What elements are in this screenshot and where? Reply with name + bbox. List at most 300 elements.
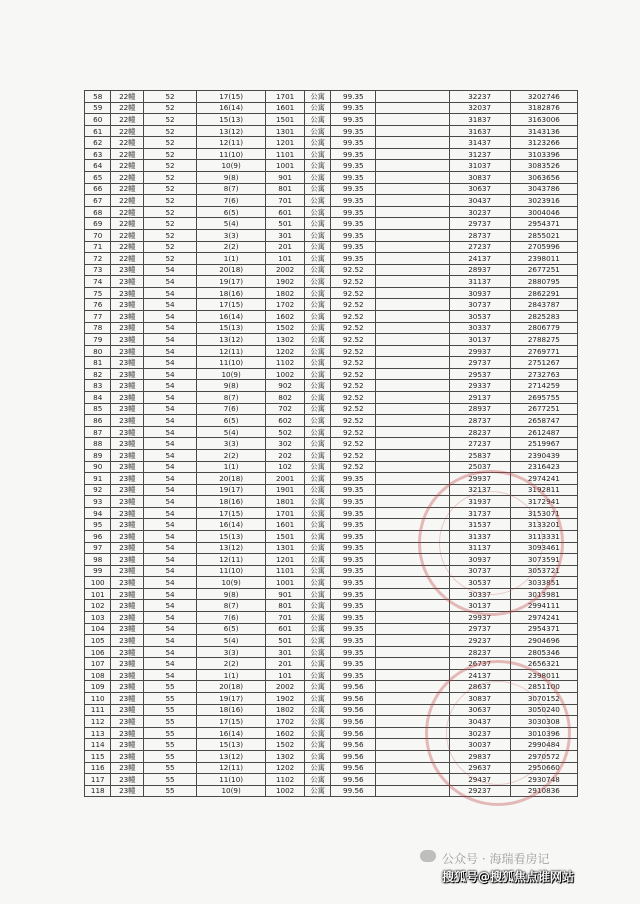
building-cell: 23幢 <box>111 646 144 658</box>
row-number-cell: 83 <box>85 380 111 392</box>
area-cell: 92.52 <box>331 264 376 276</box>
table-row <box>85 114 578 126</box>
usage-cell: 公寓 <box>304 739 330 751</box>
usage-cell: 公寓 <box>304 114 330 126</box>
room-number-cell: 1002 <box>266 368 305 380</box>
building-cell: 22幢 <box>111 229 144 241</box>
table-row <box>85 137 578 149</box>
total-price-cell: 3153071 <box>510 507 577 519</box>
row-number-cell: 99 <box>85 565 111 577</box>
unit-price-cell: 32137 <box>449 484 510 496</box>
floor-cell: 16(14) <box>197 102 266 114</box>
blank-cell <box>376 276 449 288</box>
row-number-cell: 102 <box>85 600 111 612</box>
floor-cell: 1(1) <box>197 461 266 473</box>
floor-cell: 6(5) <box>197 623 266 635</box>
floor-code-cell: 54 <box>144 658 197 670</box>
usage-cell: 公寓 <box>304 125 330 137</box>
floor-cell: 12(11) <box>197 554 266 566</box>
blank-cell <box>376 218 449 230</box>
room-number-cell: 501 <box>266 635 305 647</box>
area-cell: 92.52 <box>331 438 376 450</box>
floor-cell: 7(6) <box>197 403 266 415</box>
total-price-cell: 3143136 <box>510 125 577 137</box>
floor-code-cell: 52 <box>144 148 197 160</box>
floor-cell: 19(17) <box>197 693 266 705</box>
floor-cell: 15(13) <box>197 739 266 751</box>
area-cell: 92.52 <box>331 310 376 322</box>
floor-cell: 12(11) <box>197 345 266 357</box>
usage-cell: 公寓 <box>304 646 330 658</box>
unit-price-cell: 30737 <box>449 565 510 577</box>
usage-cell: 公寓 <box>304 600 330 612</box>
room-number-cell: 1102 <box>266 357 305 369</box>
total-price-cell: 3030308 <box>510 716 577 728</box>
row-number-cell: 110 <box>85 693 111 705</box>
room-number-cell: 1302 <box>266 750 305 762</box>
floor-cell: 7(6) <box>197 195 266 207</box>
blank-cell <box>376 241 449 253</box>
unit-price-cell: 28937 <box>449 403 510 415</box>
row-number-cell: 79 <box>85 334 111 346</box>
floor-code-cell: 52 <box>144 91 197 103</box>
row-number-cell: 90 <box>85 461 111 473</box>
unit-price-cell: 25037 <box>449 461 510 473</box>
usage-cell: 公寓 <box>304 762 330 774</box>
floor-code-cell: 54 <box>144 461 197 473</box>
area-cell: 99.35 <box>331 148 376 160</box>
area-cell: 99.56 <box>331 681 376 693</box>
total-price-cell: 3163006 <box>510 114 577 126</box>
unit-price-cell: 30337 <box>449 588 510 600</box>
floor-cell: 20(18) <box>197 473 266 485</box>
floor-cell: 6(5) <box>197 206 266 218</box>
building-cell: 23幢 <box>111 392 144 404</box>
blank-cell <box>376 345 449 357</box>
floor-cell: 17(15) <box>197 716 266 728</box>
table-row <box>85 299 578 311</box>
usage-cell: 公寓 <box>304 577 330 589</box>
row-number-cell: 113 <box>85 727 111 739</box>
room-number-cell: 702 <box>266 403 305 415</box>
row-number-cell: 86 <box>85 415 111 427</box>
unit-price-cell: 31637 <box>449 125 510 137</box>
floor-code-cell: 54 <box>144 357 197 369</box>
area-cell: 99.35 <box>331 669 376 681</box>
floor-code-cell: 54 <box>144 380 197 392</box>
usage-cell: 公寓 <box>304 253 330 265</box>
floor-code-cell: 54 <box>144 426 197 438</box>
room-number-cell: 1202 <box>266 345 305 357</box>
floor-cell: 3(3) <box>197 646 266 658</box>
floor-cell: 20(18) <box>197 264 266 276</box>
blank-cell <box>376 172 449 184</box>
building-cell: 23幢 <box>111 357 144 369</box>
floor-code-cell: 54 <box>144 600 197 612</box>
floor-code-cell: 52 <box>144 195 197 207</box>
usage-cell: 公寓 <box>304 623 330 635</box>
unit-price-cell: 27237 <box>449 241 510 253</box>
floor-code-cell: 54 <box>144 519 197 531</box>
total-price-cell: 3182876 <box>510 102 577 114</box>
unit-price-cell: 28637 <box>449 681 510 693</box>
total-price-cell: 3093461 <box>510 542 577 554</box>
floor-code-cell: 52 <box>144 114 197 126</box>
area-cell: 99.35 <box>331 530 376 542</box>
unit-price-cell: 27237 <box>449 438 510 450</box>
row-number-cell: 59 <box>85 102 111 114</box>
room-number-cell: 102 <box>266 461 305 473</box>
building-cell: 23幢 <box>111 774 144 786</box>
usage-cell: 公寓 <box>304 322 330 334</box>
area-cell: 92.52 <box>331 426 376 438</box>
floor-code-cell: 54 <box>144 299 197 311</box>
room-number-cell: 202 <box>266 449 305 461</box>
row-number-cell: 94 <box>85 507 111 519</box>
floor-code-cell: 52 <box>144 229 197 241</box>
total-price-cell: 2519967 <box>510 438 577 450</box>
usage-cell: 公寓 <box>304 426 330 438</box>
usage-cell: 公寓 <box>304 91 330 103</box>
table-row <box>85 253 578 265</box>
area-cell: 99.35 <box>331 658 376 670</box>
area-cell: 99.56 <box>331 774 376 786</box>
unit-price-cell: 30037 <box>449 739 510 751</box>
building-cell: 23幢 <box>111 716 144 728</box>
total-price-cell: 3202746 <box>510 91 577 103</box>
blank-cell <box>376 473 449 485</box>
blank-cell <box>376 392 449 404</box>
total-price-cell: 2974241 <box>510 612 577 624</box>
floor-code-cell: 52 <box>144 241 197 253</box>
total-price-cell: 3123266 <box>510 137 577 149</box>
total-price-cell: 2751267 <box>510 357 577 369</box>
usage-cell: 公寓 <box>304 172 330 184</box>
floor-code-cell: 54 <box>144 264 197 276</box>
row-number-cell: 65 <box>85 172 111 184</box>
usage-cell: 公寓 <box>304 693 330 705</box>
floor-code-cell: 54 <box>144 473 197 485</box>
room-number-cell: 1501 <box>266 114 305 126</box>
room-number-cell: 2002 <box>266 264 305 276</box>
table-row <box>85 102 578 114</box>
official-seal-stamp-2 <box>425 660 571 806</box>
table-row <box>85 403 578 415</box>
area-cell: 99.35 <box>331 125 376 137</box>
row-number-cell: 71 <box>85 241 111 253</box>
usage-cell: 公寓 <box>304 681 330 693</box>
row-number-cell: 73 <box>85 264 111 276</box>
usage-cell: 公寓 <box>304 750 330 762</box>
usage-cell: 公寓 <box>304 403 330 415</box>
floor-code-cell: 54 <box>144 669 197 681</box>
blank-cell <box>376 658 449 670</box>
unit-price-cell: 29237 <box>449 785 510 797</box>
floor-cell: 13(12) <box>197 750 266 762</box>
unit-price-cell: 29737 <box>449 218 510 230</box>
area-cell: 99.35 <box>331 229 376 241</box>
room-number-cell: 301 <box>266 646 305 658</box>
floor-cell: 12(11) <box>197 762 266 774</box>
unit-price-cell: 29337 <box>449 380 510 392</box>
room-number-cell: 901 <box>266 172 305 184</box>
room-number-cell: 1101 <box>266 565 305 577</box>
table-row <box>85 623 578 635</box>
usage-cell: 公寓 <box>304 669 330 681</box>
table-row <box>85 276 578 288</box>
blank-cell <box>376 137 449 149</box>
room-number-cell: 2001 <box>266 473 305 485</box>
total-price-cell: 2990484 <box>510 739 577 751</box>
area-cell: 99.35 <box>331 206 376 218</box>
total-price-cell: 2714259 <box>510 380 577 392</box>
floor-cell: 10(9) <box>197 577 266 589</box>
floor-cell: 18(16) <box>197 496 266 508</box>
unit-price-cell: 31237 <box>449 148 510 160</box>
row-number-cell: 74 <box>85 276 111 288</box>
blank-cell <box>376 114 449 126</box>
floor-code-cell: 55 <box>144 762 197 774</box>
usage-cell: 公寓 <box>304 588 330 600</box>
total-price-cell: 2954371 <box>510 218 577 230</box>
unit-price-cell: 30637 <box>449 704 510 716</box>
unit-price-cell: 29537 <box>449 368 510 380</box>
area-cell: 92.52 <box>331 449 376 461</box>
room-number-cell: 1301 <box>266 542 305 554</box>
row-number-cell: 117 <box>85 774 111 786</box>
area-cell: 92.52 <box>331 322 376 334</box>
building-cell: 23幢 <box>111 264 144 276</box>
building-cell: 23幢 <box>111 588 144 600</box>
usage-cell: 公寓 <box>304 635 330 647</box>
unit-price-cell: 30437 <box>449 716 510 728</box>
unit-price-cell: 30237 <box>449 727 510 739</box>
table-row <box>85 357 578 369</box>
floor-code-cell: 55 <box>144 727 197 739</box>
unit-price-cell: 30637 <box>449 183 510 195</box>
row-number-cell: 66 <box>85 183 111 195</box>
building-cell: 22幢 <box>111 137 144 149</box>
unit-price-cell: 30937 <box>449 287 510 299</box>
floor-code-cell: 52 <box>144 218 197 230</box>
table-row <box>85 368 578 380</box>
row-number-cell: 112 <box>85 716 111 728</box>
room-number-cell: 1201 <box>266 137 305 149</box>
room-number-cell: 1001 <box>266 160 305 172</box>
floor-cell: 17(15) <box>197 299 266 311</box>
floor-cell: 15(13) <box>197 530 266 542</box>
room-number-cell: 902 <box>266 380 305 392</box>
building-cell: 23幢 <box>111 519 144 531</box>
area-cell: 99.35 <box>331 91 376 103</box>
table-row <box>85 426 578 438</box>
building-cell: 23幢 <box>111 785 144 797</box>
blank-cell <box>376 334 449 346</box>
unit-price-cell: 28937 <box>449 264 510 276</box>
unit-price-cell: 31137 <box>449 276 510 288</box>
unit-price-cell: 30937 <box>449 554 510 566</box>
area-cell: 92.52 <box>331 368 376 380</box>
room-number-cell: 201 <box>266 658 305 670</box>
unit-price-cell: 28237 <box>449 646 510 658</box>
area-cell: 92.52 <box>331 380 376 392</box>
blank-cell <box>376 195 449 207</box>
area-cell: 99.35 <box>331 218 376 230</box>
room-number-cell: 601 <box>266 206 305 218</box>
usage-cell: 公寓 <box>304 727 330 739</box>
building-cell: 23幢 <box>111 322 144 334</box>
total-price-cell: 2910836 <box>510 785 577 797</box>
official-seal-stamp <box>418 470 564 616</box>
room-number-cell: 1002 <box>266 785 305 797</box>
usage-cell: 公寓 <box>304 357 330 369</box>
building-cell: 23幢 <box>111 496 144 508</box>
area-cell: 99.35 <box>331 646 376 658</box>
usage-cell: 公寓 <box>304 276 330 288</box>
total-price-cell: 3192811 <box>510 484 577 496</box>
usage-cell: 公寓 <box>304 484 330 496</box>
unit-price-cell: 30337 <box>449 322 510 334</box>
total-price-cell: 2677251 <box>510 264 577 276</box>
building-cell: 23幢 <box>111 276 144 288</box>
unit-price-cell: 31437 <box>449 137 510 149</box>
table-row <box>85 218 578 230</box>
area-cell: 99.56 <box>331 762 376 774</box>
building-cell: 22幢 <box>111 160 144 172</box>
floor-code-cell: 54 <box>144 392 197 404</box>
usage-cell: 公寓 <box>304 716 330 728</box>
usage-cell: 公寓 <box>304 310 330 322</box>
floor-cell: 19(17) <box>197 276 266 288</box>
row-number-cell: 95 <box>85 519 111 531</box>
blank-cell <box>376 461 449 473</box>
room-number-cell: 1501 <box>266 530 305 542</box>
usage-cell: 公寓 <box>304 206 330 218</box>
row-number-cell: 92 <box>85 484 111 496</box>
building-cell: 23幢 <box>111 426 144 438</box>
area-cell: 99.35 <box>331 577 376 589</box>
floor-cell: 8(7) <box>197 183 266 195</box>
table-row <box>85 195 578 207</box>
row-number-cell: 61 <box>85 125 111 137</box>
area-cell: 99.35 <box>331 484 376 496</box>
building-cell: 23幢 <box>111 449 144 461</box>
blank-cell <box>376 287 449 299</box>
room-number-cell: 1101 <box>266 148 305 160</box>
total-price-cell: 3023916 <box>510 195 577 207</box>
floor-cell: 2(2) <box>197 658 266 670</box>
building-cell: 23幢 <box>111 750 144 762</box>
blank-cell <box>376 380 449 392</box>
blank-cell <box>376 368 449 380</box>
floor-code-cell: 55 <box>144 750 197 762</box>
total-price-cell: 2656321 <box>510 658 577 670</box>
room-number-cell: 1902 <box>266 693 305 705</box>
total-price-cell: 2851100 <box>510 681 577 693</box>
blank-cell <box>376 635 449 647</box>
unit-price-cell: 29937 <box>449 612 510 624</box>
row-number-cell: 75 <box>85 287 111 299</box>
total-price-cell: 3043786 <box>510 183 577 195</box>
area-cell: 99.35 <box>331 565 376 577</box>
floor-cell: 16(14) <box>197 310 266 322</box>
floor-cell: 18(16) <box>197 287 266 299</box>
floor-code-cell: 52 <box>144 137 197 149</box>
floor-code-cell: 54 <box>144 287 197 299</box>
room-number-cell: 901 <box>266 588 305 600</box>
area-cell: 99.56 <box>331 704 376 716</box>
total-price-cell: 3070152 <box>510 693 577 705</box>
table-row <box>85 91 578 103</box>
usage-cell: 公寓 <box>304 612 330 624</box>
usage-cell: 公寓 <box>304 229 330 241</box>
table-row <box>85 160 578 172</box>
row-number-cell: 87 <box>85 426 111 438</box>
table-row <box>85 241 578 253</box>
building-cell: 23幢 <box>111 345 144 357</box>
floor-code-cell: 52 <box>144 102 197 114</box>
blank-cell <box>376 160 449 172</box>
floor-cell: 1(1) <box>197 669 266 681</box>
total-price-cell: 2805346 <box>510 646 577 658</box>
area-cell: 92.52 <box>331 287 376 299</box>
usage-cell: 公寓 <box>304 264 330 276</box>
row-number-cell: 107 <box>85 658 111 670</box>
blank-cell <box>376 669 449 681</box>
blank-cell <box>376 623 449 635</box>
table-row <box>85 646 578 658</box>
row-number-cell: 109 <box>85 681 111 693</box>
floor-code-cell: 52 <box>144 183 197 195</box>
usage-cell: 公寓 <box>304 415 330 427</box>
unit-price-cell: 30137 <box>449 334 510 346</box>
floor-code-cell: 55 <box>144 785 197 797</box>
blank-cell <box>376 646 449 658</box>
usage-cell: 公寓 <box>304 704 330 716</box>
total-price-cell: 2788275 <box>510 334 577 346</box>
floor-cell: 9(8) <box>197 380 266 392</box>
building-cell: 22幢 <box>111 102 144 114</box>
row-number-cell: 85 <box>85 403 111 415</box>
floor-cell: 13(12) <box>197 542 266 554</box>
floor-code-cell: 54 <box>144 276 197 288</box>
unit-price-cell: 31937 <box>449 496 510 508</box>
floor-code-cell: 54 <box>144 612 197 624</box>
table-row <box>85 392 578 404</box>
usage-cell: 公寓 <box>304 368 330 380</box>
usage-cell: 公寓 <box>304 496 330 508</box>
floor-code-cell: 52 <box>144 206 197 218</box>
blank-cell <box>376 253 449 265</box>
row-number-cell: 67 <box>85 195 111 207</box>
total-price-cell: 3133201 <box>510 519 577 531</box>
building-cell: 23幢 <box>111 565 144 577</box>
total-price-cell: 3004046 <box>510 206 577 218</box>
area-cell: 99.56 <box>331 750 376 762</box>
row-number-cell: 64 <box>85 160 111 172</box>
floor-code-cell: 54 <box>144 310 197 322</box>
blank-cell <box>376 183 449 195</box>
building-cell: 23幢 <box>111 762 144 774</box>
area-cell: 92.52 <box>331 403 376 415</box>
total-price-cell: 2970572 <box>510 750 577 762</box>
usage-cell: 公寓 <box>304 473 330 485</box>
unit-price-cell: 30737 <box>449 299 510 311</box>
unit-price-cell: 29937 <box>449 473 510 485</box>
table-row <box>85 345 578 357</box>
promo-text: 搜狐号@搜狐焦点谁网站 <box>442 870 575 884</box>
table-row <box>85 264 578 276</box>
